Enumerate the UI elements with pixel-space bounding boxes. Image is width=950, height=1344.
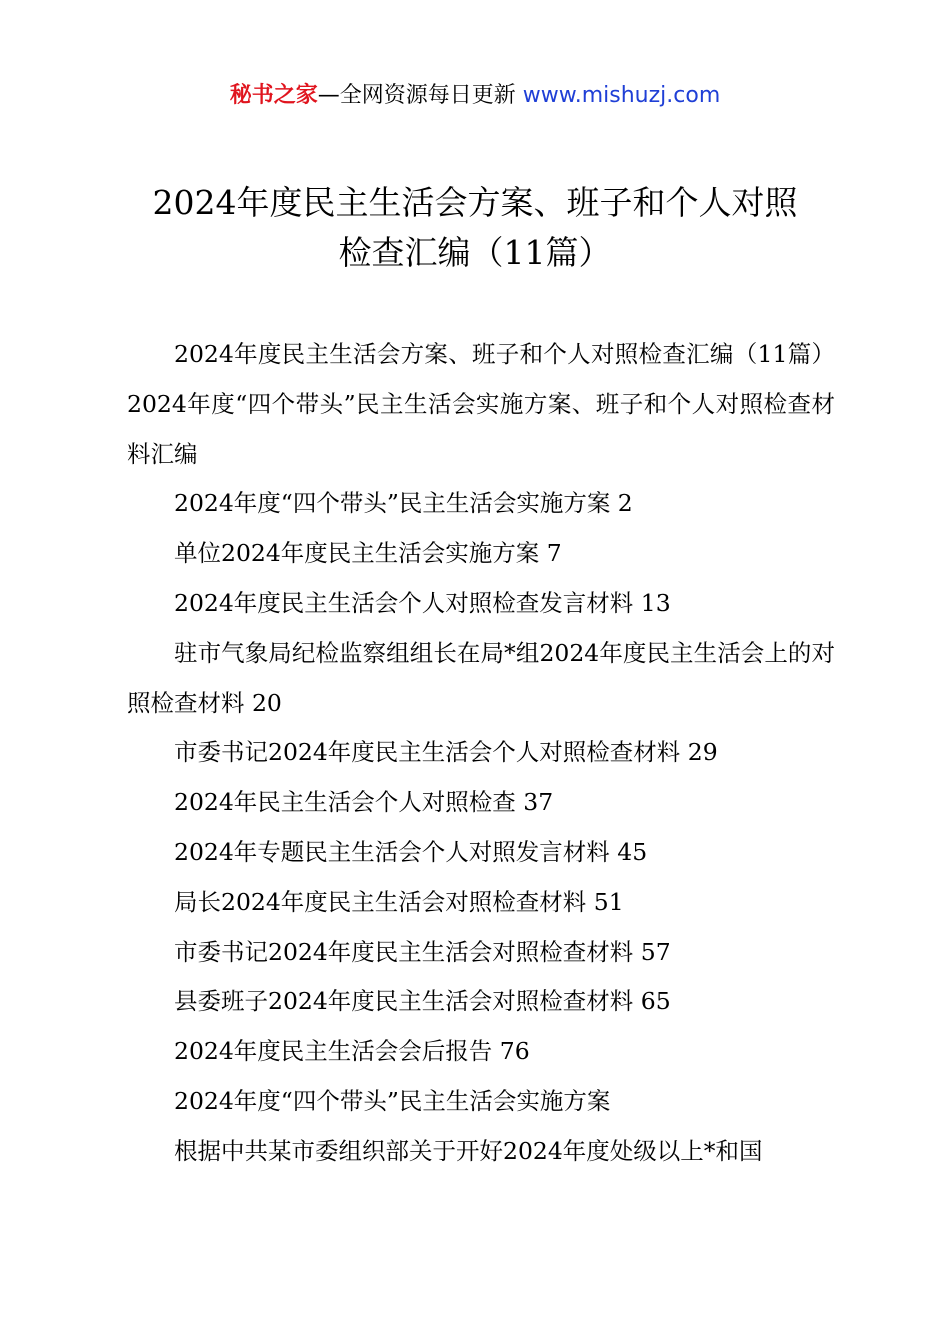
intro-paragraph: 2024年度民主生活会方案、班子和个人对照检查汇编（11篇）2024年度“四个带头”民主生活会实施方案、班子和个人对照检查材料汇编 [127,340,835,468]
brand-name: 秘书之家 [229,83,318,108]
site-header [0,78,950,114]
document-body [127,330,835,1177]
toc-entry: 2024年专题民主生活会个人对照发言材料 45 [174,837,648,866]
section-heading: 2024年度“四个带头”民主生活会实施方案 [174,1086,611,1115]
toc-entry: 2024年民主生活会个人对照检查 37 [174,788,554,817]
toc-entry: 市委书记2024年度民主生活会个人对照检查材料 29 [174,738,718,767]
title-line-2: 检查汇编（11篇） [338,233,612,272]
document-title [100,178,850,278]
site-url-link[interactable]: www.mishuzj.com [522,83,721,108]
body-paragraph: 根据中共某市委组织部关于开好2024年度处级以上*和国 [174,1136,763,1165]
toc-entry: 单位2024年度民主生活会实施方案 7 [174,539,562,568]
toc-entry: 2024年度民主生活会会后报告 76 [174,1037,530,1066]
site-tagline: —全网资源每日更新 [317,83,523,108]
title-line-1: 2024年度民主生活会方案、班子和个人对照 [152,183,798,222]
toc-entry: 市委书记2024年度民主生活会对照检查材料 57 [174,937,671,966]
toc-entry: 2024年度“四个带头”民主生活会实施方案 2 [174,489,633,518]
toc-entry: 驻市气象局纪检监察组组长在局*组2024年度民主生活会上的对照检查材料 20 [127,638,835,717]
toc-entry: 局长2024年度民主生活会对照检查材料 51 [174,887,624,916]
toc-entry: 县委班子2024年度民主生活会对照检查材料 65 [174,987,671,1016]
toc-entry: 2024年度民主生活会个人对照检查发言材料 13 [174,588,671,617]
